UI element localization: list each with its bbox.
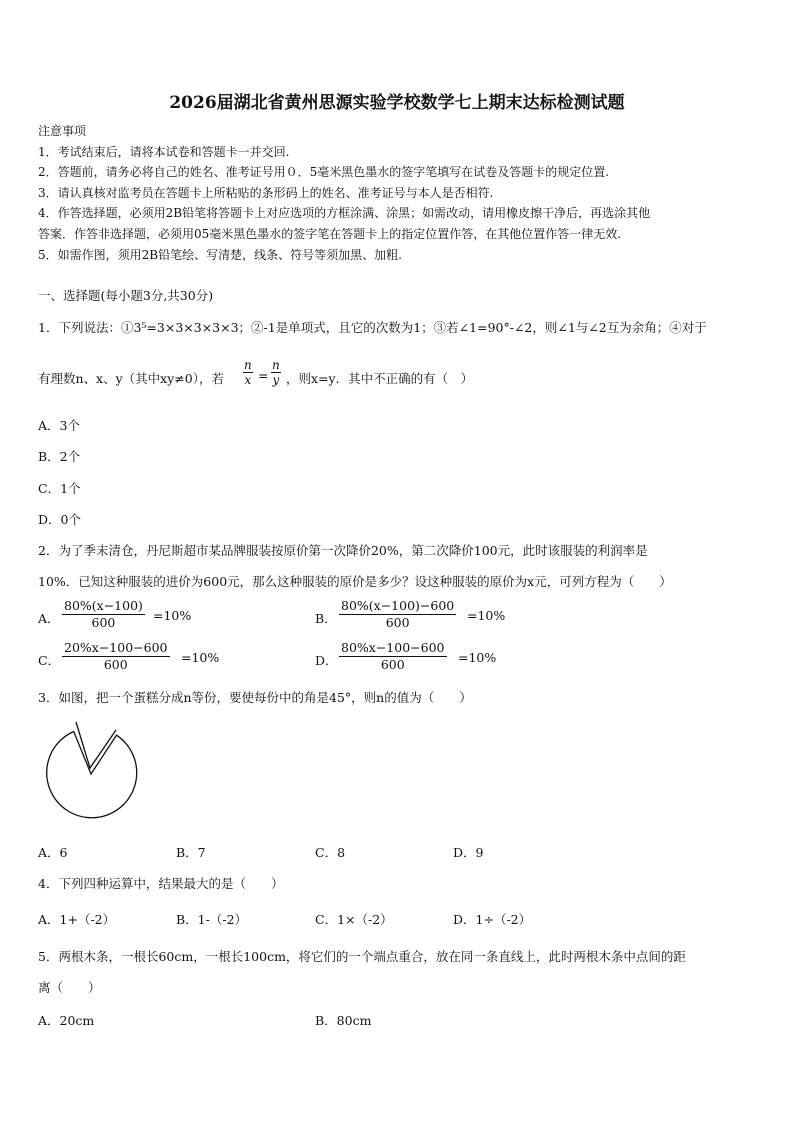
option-a[interactable]: A．6 [38, 845, 68, 860]
fraction-n-over-x [243, 358, 253, 387]
fraction [339, 598, 456, 631]
question-5-line2: 离（ ） [38, 980, 101, 995]
cake-figure [40, 720, 140, 824]
cake-body [47, 732, 137, 818]
notice-item: 1．考试结束后，请将本试卷和答题卡一并交回. [38, 145, 290, 159]
notice-item: 3．请认真核对监考员在答题卡上所粘贴的条形码上的姓名、准考证号与本人是否相符. [38, 186, 494, 200]
option-a[interactable]: A．1+（-2） [38, 912, 116, 927]
notice-item: 4．作答选择题，必须用2B铅笔将答题卡上对应选项的方框涂满、涂黑；如需改动，请用橡皮擦干净后，再选涂其他 [38, 206, 651, 220]
question-1-line1: 1．下列说法：①3⁵=3×3×3×3×3；②-1是单项式，且它的次数为1；③若∠1=90°-∠2，则∠1与∠2互为余角；④对于 [38, 320, 707, 335]
equation-rhs: =10% [181, 650, 220, 665]
fraction-numerator: 20%x−100−600 [64, 640, 168, 655]
equation-rhs: =10% [153, 608, 192, 623]
fraction-numerator: 80%x−100−600 [341, 640, 445, 655]
question-2-line1: 2．为了季末清仓，丹尼斯超市某品牌服装按原价第一次降价20%，第二次降价100元，此时该服装的利润率是 [38, 543, 648, 558]
fraction-numerator: n [244, 358, 252, 372]
notice-item: 5．如需作图，须用2B铅笔绘、写清楚，线条、符号等须加黑、加粗. [38, 248, 402, 262]
fraction-numerator: 80%(x−100)−600 [341, 598, 455, 613]
option-c[interactable]: C．1×（-2） [315, 912, 393, 927]
option-c[interactable]: C． [38, 653, 61, 668]
fraction-numerator: 80%(x−100) [64, 598, 143, 613]
option-d[interactable]: D．0个 [38, 512, 81, 527]
fraction-denominator: y [272, 373, 280, 387]
option-a[interactable]: A．20cm [38, 1013, 95, 1028]
notice-item: 答案．作答非选择题，必须用05毫米黑色墨水的签字笔在答题卡上的指定位置作答，在其他位置作答一律无效. [38, 227, 622, 241]
fraction-denominator: x [244, 373, 252, 387]
question-1-line2-post: ，则x=y．其中不正确的有（ ） [286, 371, 474, 386]
fraction [62, 598, 145, 631]
equals-sign: = [258, 368, 269, 383]
option-b[interactable]: B．7 [176, 845, 206, 860]
fraction [62, 640, 170, 673]
equation-rhs: =10% [467, 608, 506, 623]
fraction-denominator: 600 [385, 615, 410, 630]
fraction-n-over-y [271, 358, 281, 387]
option-d[interactable]: D．9 [453, 845, 484, 860]
option-d[interactable]: D． [315, 653, 338, 668]
page-title: 2026届湖北省黄州思源实验学校数学七上期末达标检测试题 [169, 93, 625, 113]
question-5-line1: 5．两根木条，一根长60cm，一根长100cm，将它们的一个端点重合，放在同一条直线上，此时两根木条中点间的距 [38, 949, 686, 964]
fraction-denominator: 600 [380, 657, 405, 672]
option-b[interactable]: B．80cm [315, 1013, 372, 1028]
option-b[interactable]: B．2个 [38, 449, 81, 464]
fraction-numerator: n [272, 358, 280, 372]
option-c[interactable]: C．8 [315, 845, 346, 860]
fraction-denominator: 600 [103, 657, 128, 672]
option-a[interactable]: A．3个 [38, 418, 80, 433]
question-4-text: 4．下列四种运算中，结果最大的是（ ） [38, 876, 284, 891]
equation-rhs: =10% [458, 650, 497, 665]
notice-item: 2．答题前，请务必将自己的姓名、准考证号用０．5毫米黑色墨水的签字笔填写在试卷及答题卡的规定位置. [38, 165, 610, 179]
fraction [339, 640, 447, 673]
option-a[interactable]: A． [38, 611, 60, 626]
option-d[interactable]: D．1÷（-2） [453, 912, 532, 927]
notice-heading: 注意事项 [38, 124, 87, 138]
question-2-line2: 10%．已知这种服装的进价为600元，那么这种服装的原价是多少？设这种服装的原价为x元，可列方程为（ ） [38, 574, 672, 589]
option-b[interactable]: B． [315, 611, 337, 626]
option-c[interactable]: C．1个 [38, 481, 81, 496]
option-b[interactable]: B．1-（-2） [176, 912, 248, 927]
question-3-text: 3．如图，把一个蛋糕分成n等份，要使每份中的角是45°，则n的值为（ ） [38, 690, 472, 705]
section-heading: 一、选择题(每小题3分,共30分) [38, 288, 214, 303]
question-1-line2-pre: 有理数n、x、y（其中xy≠0），若 [38, 371, 224, 386]
fraction-denominator: 600 [91, 615, 116, 630]
